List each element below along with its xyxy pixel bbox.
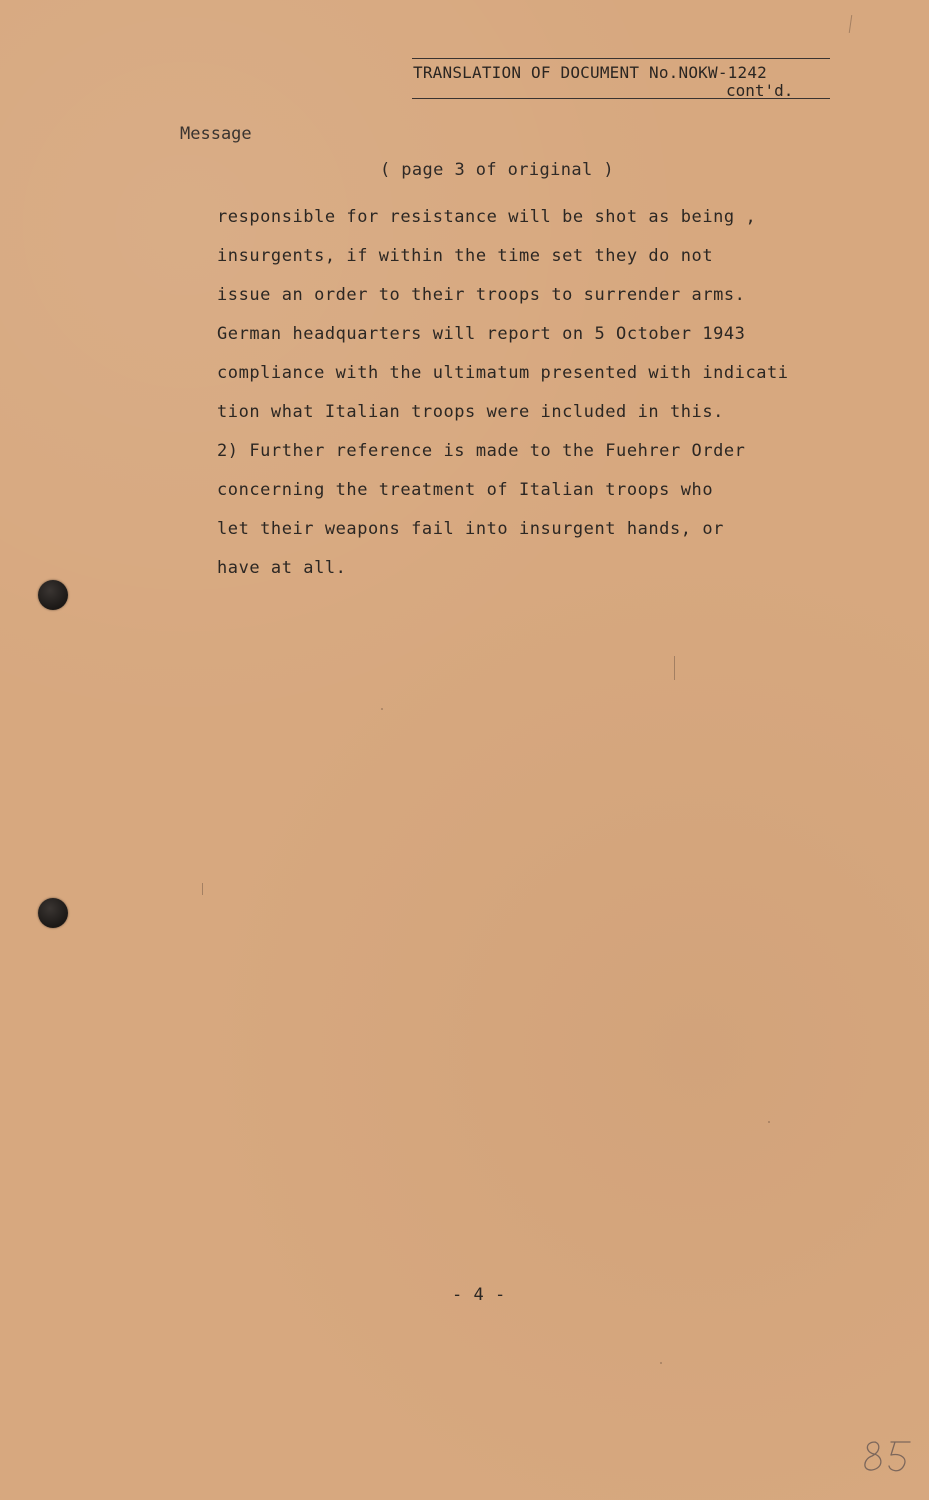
header-bottom-rule [412,98,830,99]
body-line-1: responsible for resistance will be shot as being , [217,207,757,227]
paper-speck [660,1362,662,1364]
handwritten-number-annotation [860,1434,920,1479]
paper-mark [849,15,852,33]
document-subtitle: cont'd. [726,81,794,100]
punch-hole-bottom [38,898,68,928]
body-line-4: German headquarters will report on 5 October 1943 [217,324,746,344]
paper-speck [381,708,383,710]
body-text [217,198,837,588]
body-line-8: concerning the treatment of Italian troops who [217,480,714,500]
body-line-7: 2) Further reference is made to the Fuehrer Order [217,441,746,461]
paper-speck [768,1121,770,1123]
body-line-6: tion what Italian troops were included in this. [217,402,724,422]
paper-mark [674,656,675,680]
header-top-rule [412,58,830,59]
body-line-2: insurgents, if within the time set they do not [217,246,714,266]
punch-hole-top [38,580,68,610]
page-reference: ( page 3 of original ) [380,160,614,180]
body-line-5: compliance with the ultimatum presented with indicati [217,363,789,383]
document-title: TRANSLATION OF DOCUMENT No.NOKW-1242 [413,63,767,82]
paper-mark [202,883,203,895]
body-line-10: have at all. [217,558,347,578]
body-line-9: let their weapons fail into insurgent hands, or [217,519,724,539]
message-label: Message [180,124,252,144]
body-line-3: issue an order to their troops to surrender arms. [217,285,746,305]
page-number: - 4 - [452,1285,506,1305]
